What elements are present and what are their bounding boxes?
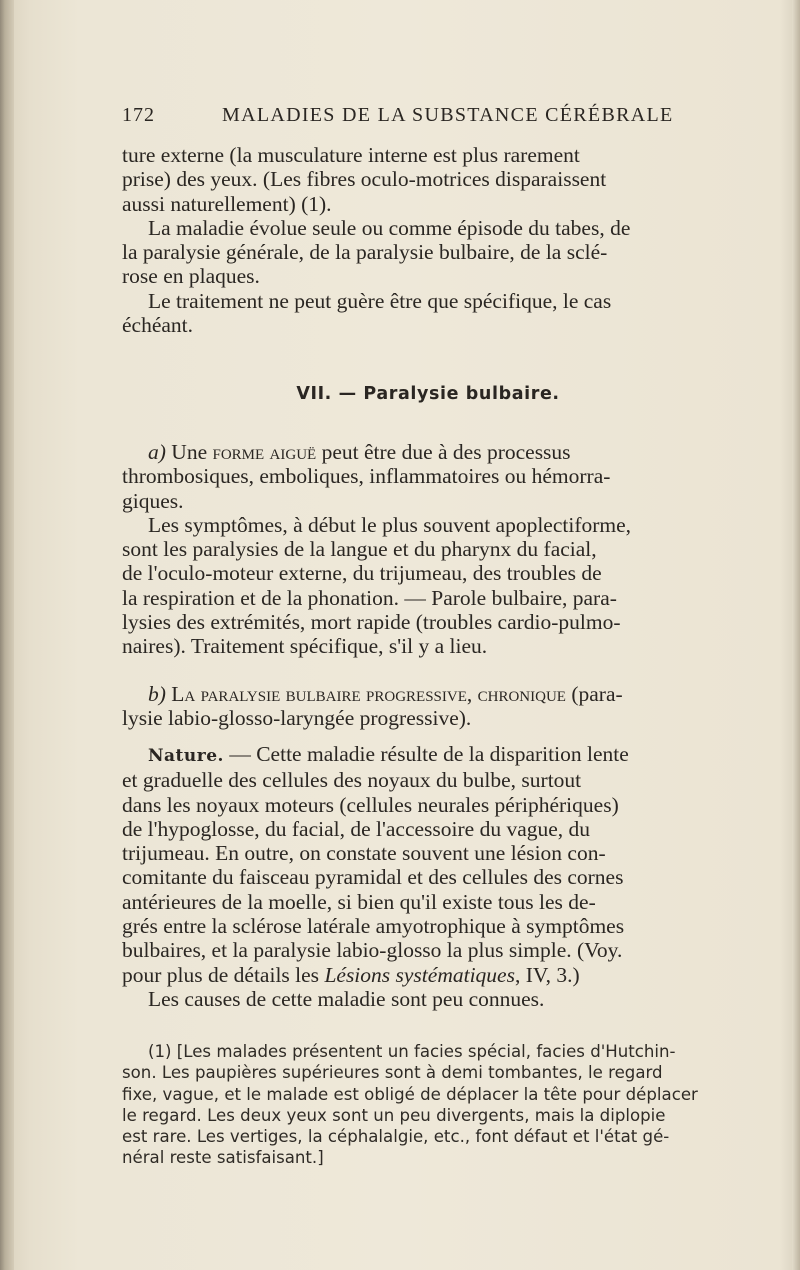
text-line: lysie labio-glosso-laryngée progressive). xyxy=(122,706,472,731)
text-line: comitante du faisceau pyramidal et des cellules des cornes xyxy=(122,865,624,890)
section-heading: VII. — Paralysie bulbaire. xyxy=(296,384,560,404)
text-line xyxy=(96,963,734,987)
text-line: rose en plaques. xyxy=(122,264,260,289)
text-line: bulbaires, et la paralysie labio-glosso la plus simple. (Voy. xyxy=(122,938,623,963)
text-line: de l'hypoglosse, du facial, de l'accessoire du vague, du xyxy=(122,816,591,841)
line-rest: (para- xyxy=(571,682,623,706)
text-line: La maladie évolue seule ou comme épisode du tabes, de xyxy=(148,215,631,240)
line-rest: — Cette maladie résulte de la disparition lente xyxy=(229,742,629,766)
paragraph xyxy=(122,513,734,659)
text-line: Les causes de cette maladie sont peu connues. xyxy=(148,986,545,1011)
text-line xyxy=(122,440,734,464)
line-rest: peut être due à des processus xyxy=(321,440,571,464)
text-line: sont les paralysies de la langue et du pharynx du facial, xyxy=(122,537,597,562)
line-part: , IV, 3.) xyxy=(514,962,580,987)
nature-label: Nature. xyxy=(148,746,224,766)
footnote-line: fixe, vague, et le malade est obligé de déplacer la tête pour déplacer xyxy=(122,1084,698,1104)
smallcaps-term: forme aiguë xyxy=(212,440,317,464)
part-a-block xyxy=(122,440,734,659)
footnote-line: est rare. Les vertiges, la céphalalgie, etc., font défaut et l'état gé- xyxy=(122,1127,670,1147)
text-line: dans les noyaux moteurs (cellules neurales périphériques) xyxy=(122,792,619,817)
footnote-line: le regard. Les deux yeux sont un peu divergents, mais la diplopie xyxy=(122,1105,666,1125)
text-line: grés entre la sclérose latérale amyotrophique à symptômes xyxy=(122,914,625,939)
item-label: b) xyxy=(148,682,166,706)
paragraph xyxy=(122,987,734,1011)
text-line: Le traitement ne peut guère être que spécifique, le cas xyxy=(148,288,612,313)
text-line: la respiration et de la phonation. — Parole bulbaire, para- xyxy=(122,585,617,610)
nature-block xyxy=(122,742,734,1011)
italic-reference: Lésions systématiques xyxy=(324,962,515,987)
page-number: 172 xyxy=(122,104,155,126)
text-line: naires). Traitement spécifique, s'il y a lieu. xyxy=(122,634,488,659)
text-line: prise) des yeux. (Les fibres oculo-motrices disparaissent xyxy=(122,167,607,192)
page-binding-edge xyxy=(0,0,14,1270)
chapter-title: MALADIES DE LA SUBSTANCE CÉRÉBRALE xyxy=(222,104,674,126)
paragraph xyxy=(122,742,734,987)
paragraph xyxy=(122,216,734,289)
text-line: antérieures de la moelle, si bien qu'il existe tous les de- xyxy=(122,889,596,914)
text-line: lysies des extrémités, mort rapide (troubles cardio-pulmo- xyxy=(122,610,621,635)
footnote xyxy=(122,1041,734,1169)
text-line xyxy=(122,742,734,768)
text-line: et graduelle des cellules des noyaux du bulbe, surtout xyxy=(122,768,582,793)
footnote-line: néral reste satisfaisant.] xyxy=(122,1148,324,1168)
text-line: thrombosiques, emboliques, inflammatoires ou hémorra- xyxy=(122,464,611,489)
text-line xyxy=(122,682,734,706)
lead-word: Une xyxy=(171,440,208,464)
text-line: échéant. xyxy=(122,313,194,338)
paragraph xyxy=(122,143,734,216)
smallcaps-term: La paralysie bulbaire progressive, chronique xyxy=(171,682,566,706)
top-text-block xyxy=(122,143,734,337)
footnote-line: (1) [Les malades présentent un facies spécial, facies d'Hutchin- xyxy=(148,1042,676,1061)
page-right-edge xyxy=(792,0,800,1270)
text-line: giques. xyxy=(122,488,184,513)
part-b-block xyxy=(122,682,734,731)
paragraph xyxy=(122,289,734,338)
item-label: a) xyxy=(148,440,166,464)
text-line: trijumeau. En outre, on constate souvent une lésion con- xyxy=(122,841,606,866)
paragraph xyxy=(122,440,734,513)
paragraph xyxy=(122,682,734,731)
text-line: ture externe (la musculature interne est plus rarement xyxy=(122,143,580,167)
footnote-line: son. Les paupières supérieures sont à demi tombantes, le regard xyxy=(122,1063,663,1083)
text-line: Les symptômes, à début le plus souvent apoplectiforme, xyxy=(148,512,632,537)
text-line: aussi naturellement) (1). xyxy=(122,191,332,216)
text-line: la paralysie générale, de la paralysie bulbaire, de la sclé- xyxy=(122,240,608,265)
line-part: pour plus de détails les xyxy=(122,962,320,987)
text-line: de l'oculo-moteur externe, du trijumeau, des troubles de xyxy=(122,561,602,586)
